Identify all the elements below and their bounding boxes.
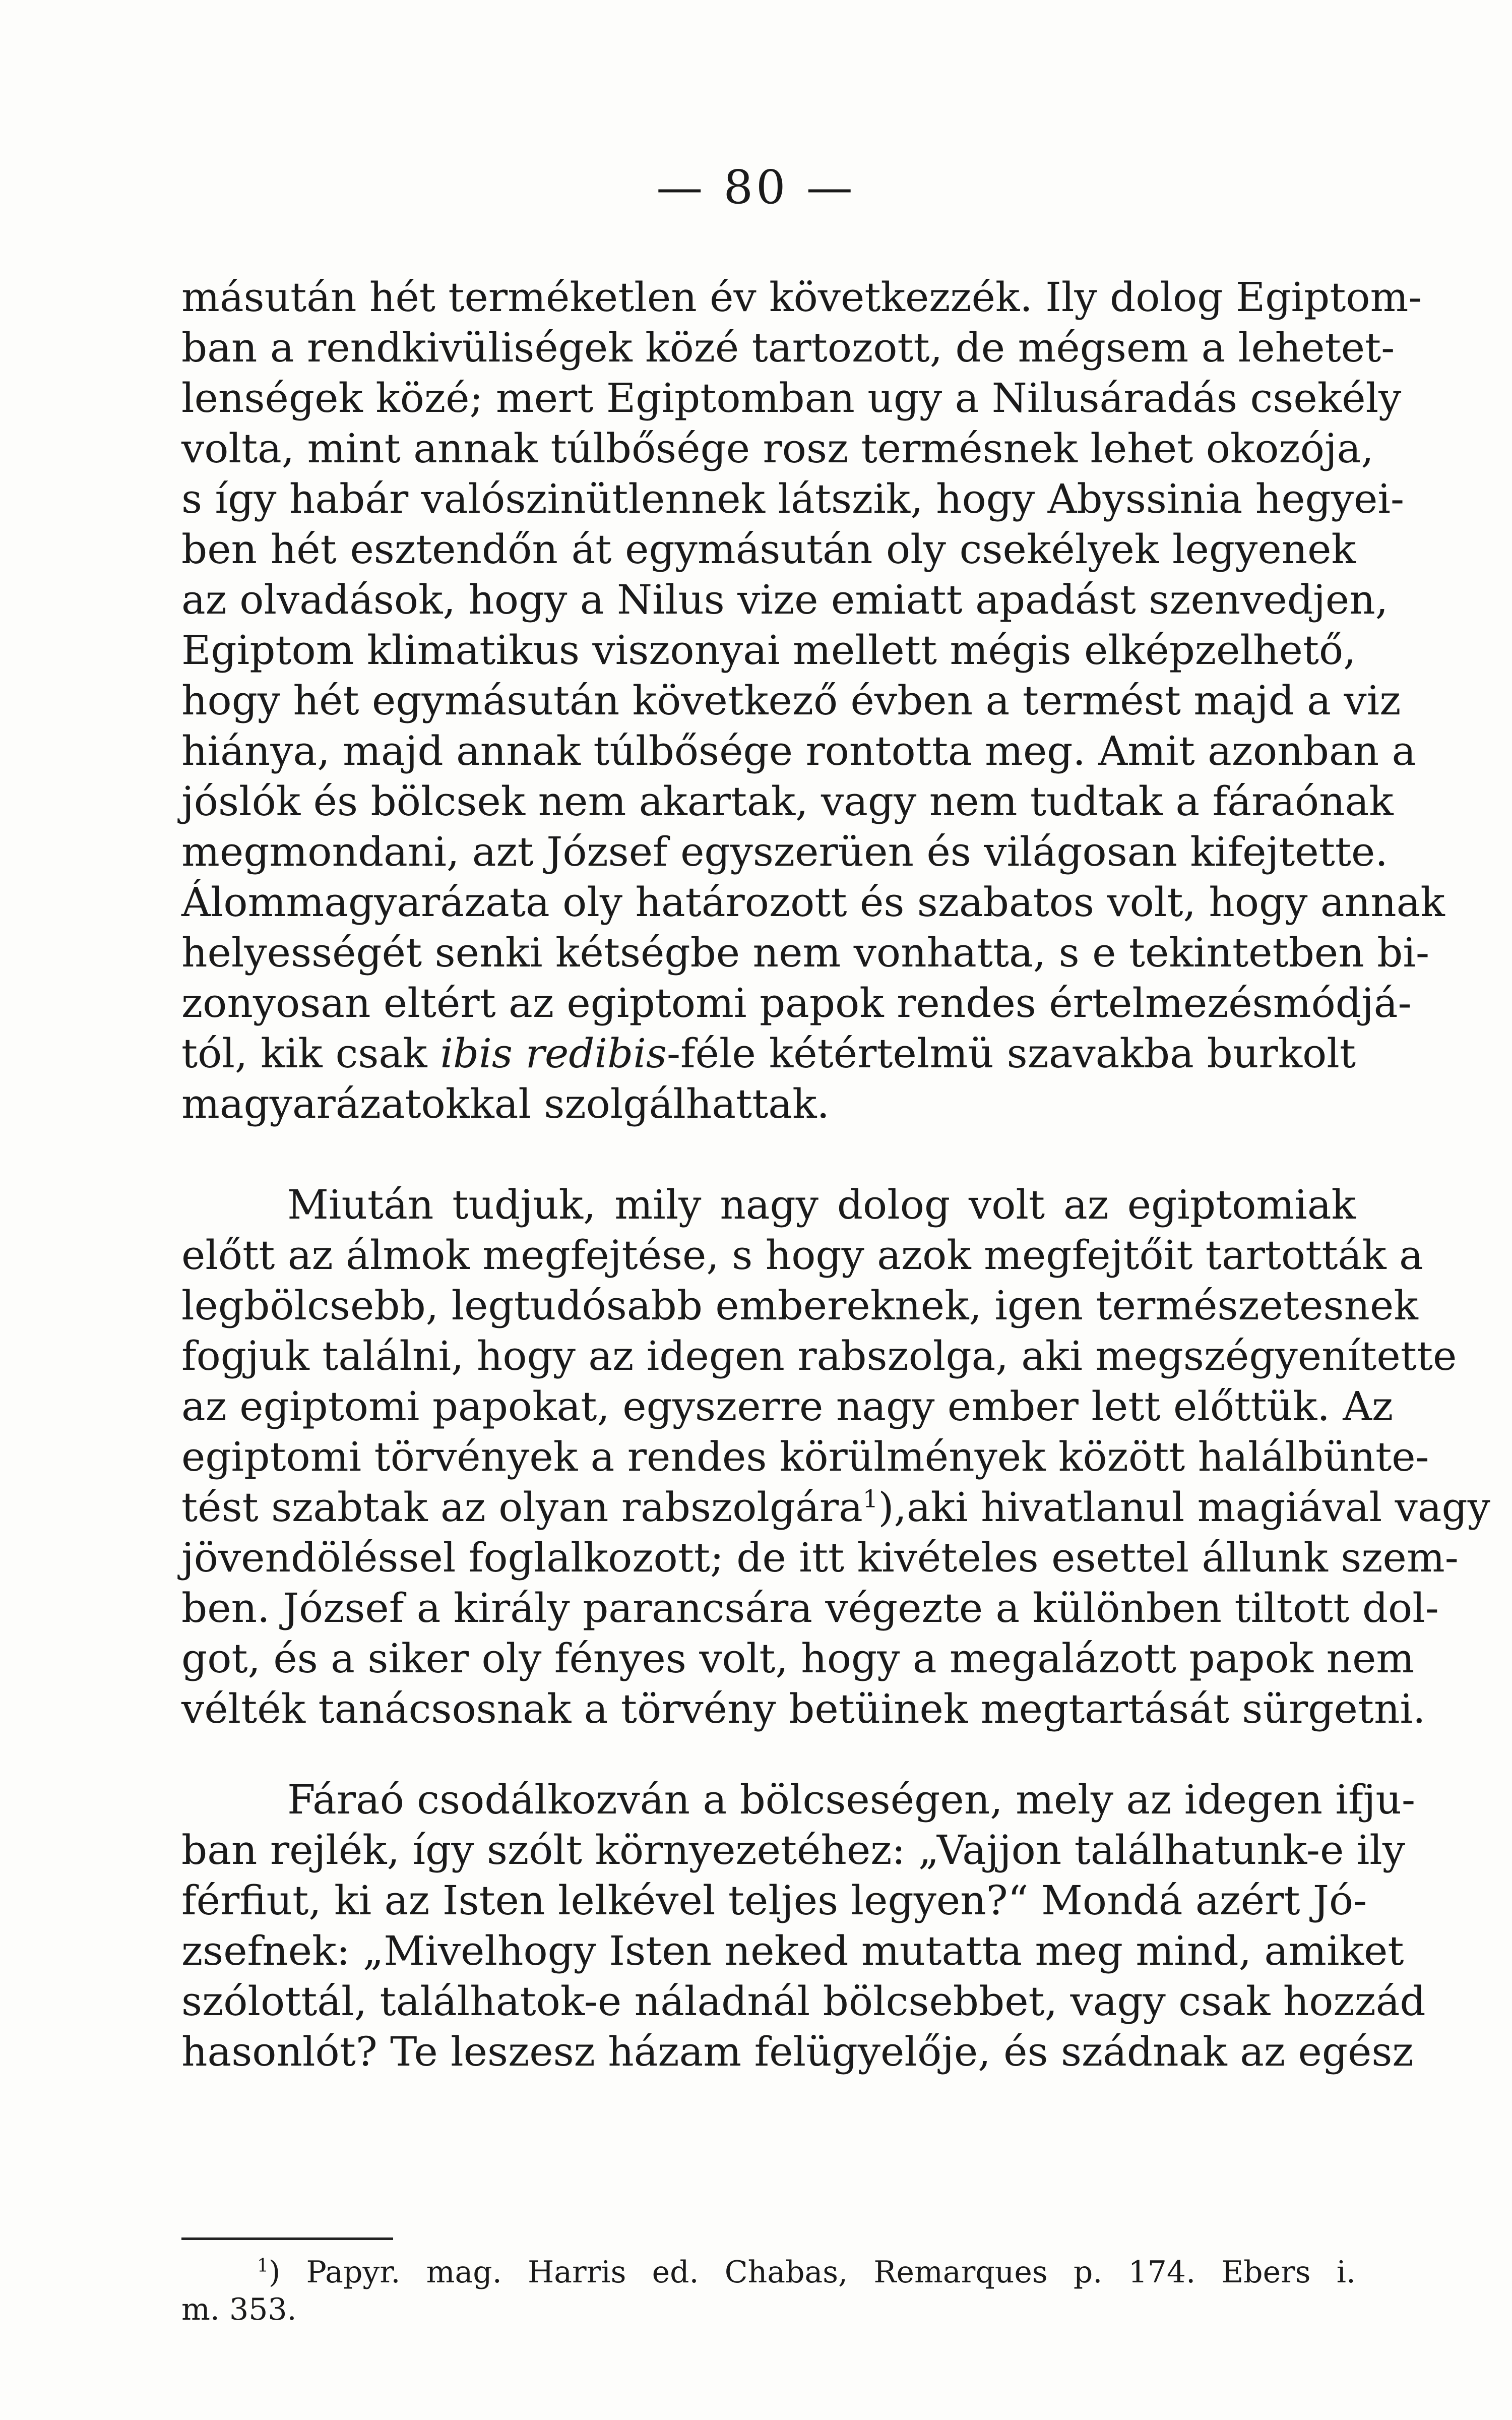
text-line: hiánya, majd annak túlbősége rontotta meg. Amit azonban a [181, 728, 1416, 774]
text-line: hasonlót? Te leszesz házam felügyelője, és szádnak az egész [181, 2028, 1414, 2075]
text-line: hogy hét egymásután következő évben a termést majd a viz [181, 677, 1401, 724]
text-line: Egiptom klimatikus viszonyai mellett mégis elképzelhető, [181, 627, 1356, 674]
footnote-marker: 1 [257, 2256, 269, 2276]
text-line: az egiptomi papokat, egyszerre nagy ember lett előttük. Az [181, 1383, 1394, 1430]
text-line: előtt az álmok megfejtése, s hogy azok megfejtőit tartották a [181, 1232, 1423, 1279]
footnote-line [181, 2254, 1356, 2291]
text-line: egiptomi törvények a rendes körülmények között halálbünte- [181, 1433, 1429, 1480]
text-line: legbölcsebb, legtudósabb embereknek, igen természetesnek [181, 1282, 1418, 1329]
paragraph-2 [181, 1180, 1490, 1734]
text-line: Álommagyarázata oly határozott és szabatos volt, hogy annak [181, 879, 1445, 926]
text-line: magyarázatokkal szolgálhattak. [181, 1080, 830, 1127]
text-line: férfiut, ki az Isten lelkével teljes legyen?“ Mondá azért Jó- [181, 1877, 1367, 1924]
text-fragment: -féle kétértelmü szavakba burkolt [666, 1030, 1356, 1077]
text-line: az olvadások, hogy a Nilus vize emiatt apadást szenvedjen, [181, 576, 1389, 623]
text-fragment: tól, kik csak [181, 1030, 440, 1077]
text-line: volta, mint annak túlbősége rosz termésnek lehet okozója, [181, 425, 1374, 472]
text-line: s így habár valószinütlennek látszik, hogy Abyssinia hegyei- [181, 475, 1404, 522]
text-line: jóslók és bölcsek nem akartak, vagy nem tudtak a fáraónak [181, 778, 1394, 825]
text-line: fogjuk találni, hogy az idegen rabszolga, aki megszégyenítette [181, 1333, 1457, 1379]
text-fragment: ),aki hivatlanul magiával vagy [878, 1484, 1490, 1531]
paragraph-1 [181, 272, 1445, 1129]
text-line: lenségek közé; mert Egiptomban ugy a Nilusáradás csekély [181, 375, 1402, 421]
text-fragment: tést szabtak az olyan rabszolgára [181, 1484, 863, 1531]
footnote-line: m. 353. [181, 2292, 297, 2327]
footnote-text: ) Papyr. mag. Harris ed. Chabas, Remarques p. 174. Ebers i. [268, 2255, 1356, 2290]
text-line: ben hét esztendőn át egymásután oly csekélyek legyenek [181, 526, 1356, 573]
text-line: got, és a siker oly fényes volt, hogy a megalázott papok nem [181, 1635, 1415, 1682]
text-line [181, 1028, 1356, 1079]
text-line: Fáraó csodálkozván a bölcseségen, mely az idegen ifju- [287, 1776, 1415, 1823]
text-line: vélték tanácsosnak a törvény betüinek megtartását sürgetni. [181, 1685, 1426, 1732]
text-line: zonyosan eltért az egiptomi papok rendes értelmezésmódjá- [181, 980, 1412, 1026]
text-line: jövendöléssel foglalkozott; de itt kivételes esettel állunk szem- [181, 1534, 1459, 1581]
footnote [181, 2254, 1356, 2328]
text-line: ban rejlék, így szólt környezetéhez: „Vajjon találhatunk-e ily [181, 1827, 1406, 1873]
text-line [181, 1482, 1490, 1533]
text-line: másután hét terméketlen év következzék. Ily dolog Egiptom- [181, 274, 1422, 321]
text-line: helyességét senki kétségbe nem vonhatta, s e tekintetben bi- [181, 929, 1429, 976]
page-number: — 80 — [656, 160, 856, 214]
text-line: megmondani, azt József egyszerüen és világosan kifejtette. [181, 828, 1388, 875]
footnote-divider [181, 2237, 393, 2240]
text-line: Miután tudjuk, mily nagy dolog volt az egiptomiak [287, 1181, 1356, 1228]
footnote-reference: 1 [862, 1485, 878, 1514]
text-line: ben. József a király parancsára végezte a különben tiltott dol- [181, 1585, 1439, 1631]
text-line: szólottál, találhatok-e náladnál bölcsebbet, vagy csak hozzád [181, 1978, 1426, 2025]
paragraph-3 [181, 1775, 1426, 2077]
text-line: zsefnek: „Mivelhogy Isten neked mutatta meg mind, amiket [181, 1927, 1404, 1974]
italic-term: ibis redibis [440, 1030, 667, 1077]
text-line: ban a rendkivüliségek közé tartozott, de mégsem a lehetet- [181, 324, 1395, 371]
